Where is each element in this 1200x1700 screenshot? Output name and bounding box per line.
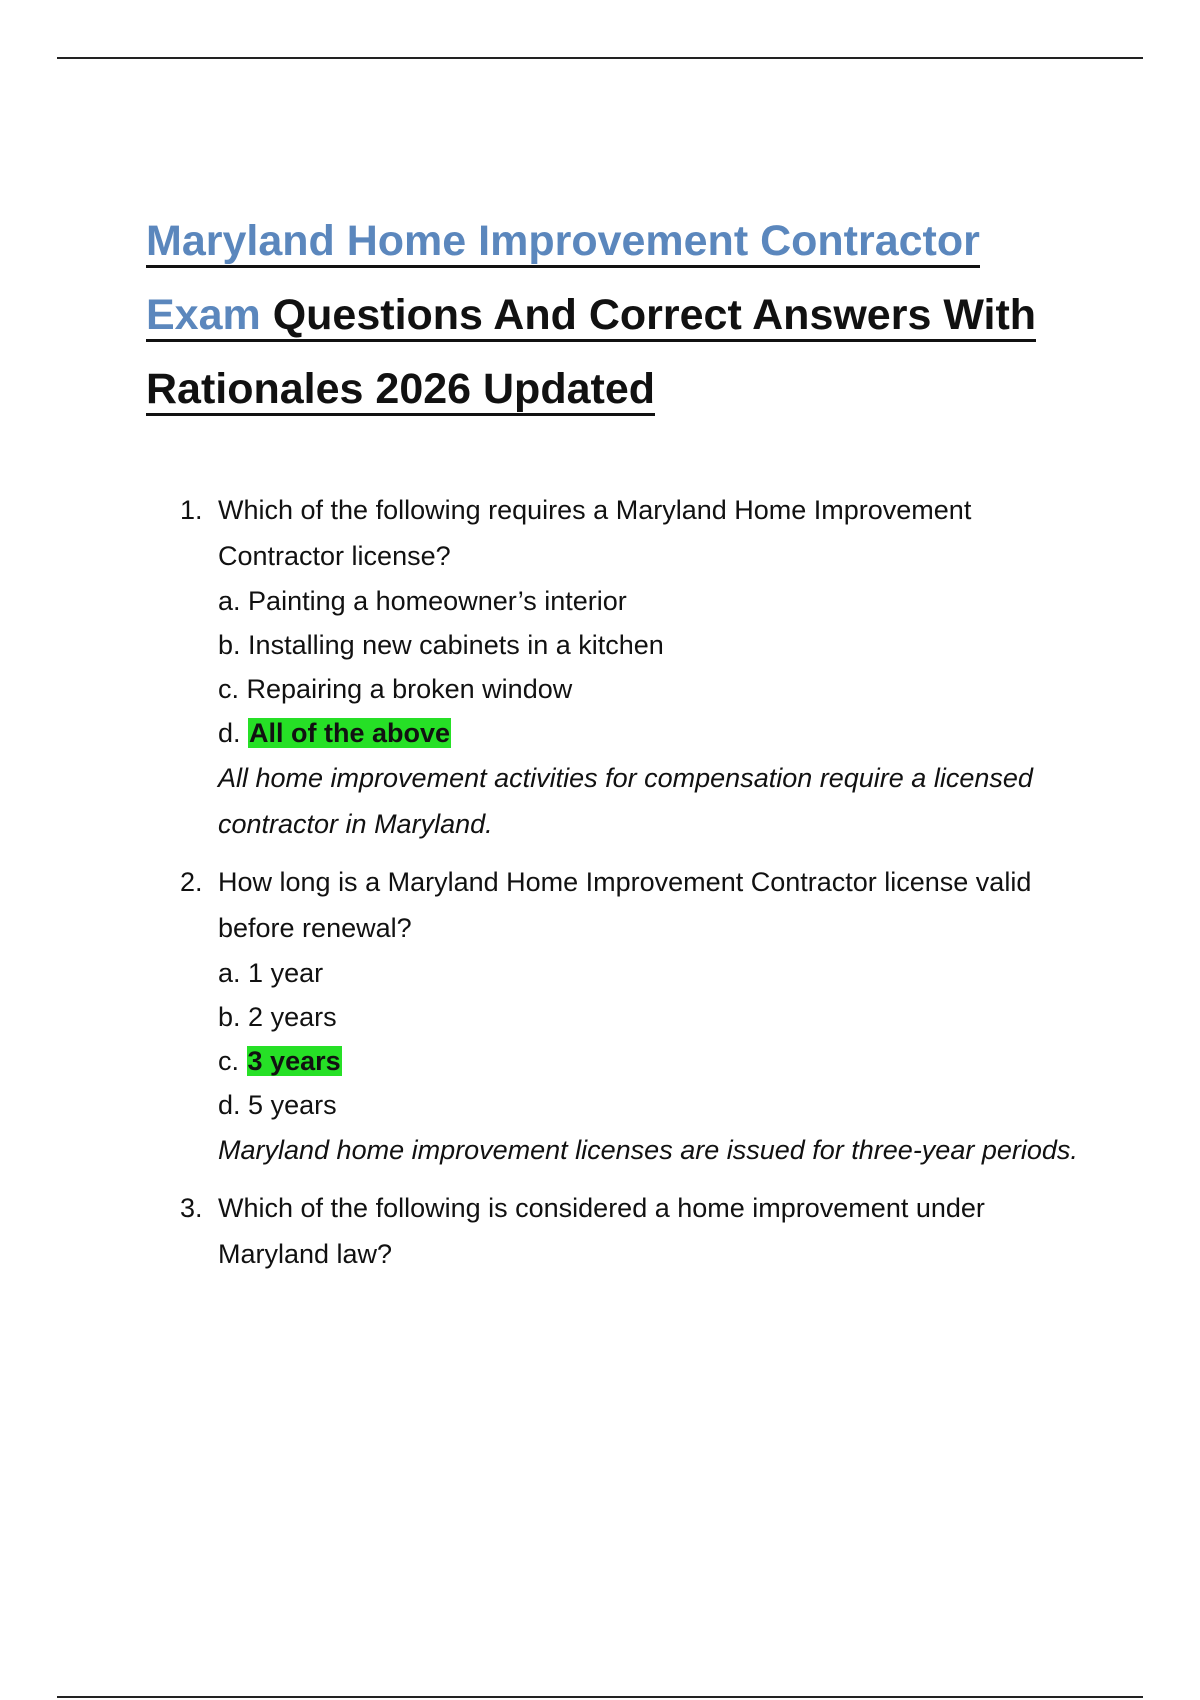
option-text: 2 years [248,1002,337,1032]
option-a [218,951,1080,995]
document-title [146,204,1096,426]
option-letter: a. [218,586,241,616]
question-number: 2. [180,867,203,897]
question-stem: Which of the following is considered a home improvement under Maryland law? [218,1193,985,1269]
title-line-3: Rationales 2026 Updated [146,365,655,416]
option-letter: b. [218,630,241,660]
question-3 [180,1185,1080,1277]
title-line-2-blue: Exam [146,291,261,339]
option-text: 1 year [248,958,324,988]
question-1 [180,487,1080,847]
option-letter: c. [218,674,240,704]
correct-answer-highlight: All of the above [249,718,451,748]
option-text: Painting a homeowner’s interior [248,586,627,616]
option-d [218,1083,1080,1127]
question-number: 3. [180,1193,203,1223]
question-stem: Which of the following requires a Maryland Home Improvement Contractor license? [218,495,972,571]
top-rule [57,57,1143,59]
question-2 [180,859,1080,1173]
option-letter: a. [218,958,241,988]
correct-answer-highlight: 3 years [247,1046,341,1076]
option-text: 5 years [248,1090,337,1120]
rationale-text: All home improvement activities for compensation require a licensed contractor in Maryland. [218,763,1033,839]
title-line-2-rest: Questions And Correct Answers With [272,291,1037,339]
option-c [218,667,1080,711]
question-number: 1. [180,495,203,525]
title-line-1: Maryland Home Improvement Contractor [146,217,980,268]
rationale-text: Maryland home improvement licenses are issued for three-year periods. [218,1135,1078,1165]
question-list [180,487,1080,1289]
option-letter: d. [218,718,241,748]
option-a [218,579,1080,623]
option-letter: d. [218,1090,241,1120]
option-d [218,711,1080,755]
option-text: Installing new cabinets in a kitchen [248,630,664,660]
question-stem: How long is a Maryland Home Improvement Contractor license valid before renewal? [218,867,1032,943]
bottom-rule [57,1696,1143,1698]
option-c [218,1039,1080,1083]
option-b [218,995,1080,1039]
option-b [218,623,1080,667]
option-letter: c. [218,1046,240,1076]
option-letter: b. [218,1002,241,1032]
option-text: Repairing a broken window [246,674,573,704]
